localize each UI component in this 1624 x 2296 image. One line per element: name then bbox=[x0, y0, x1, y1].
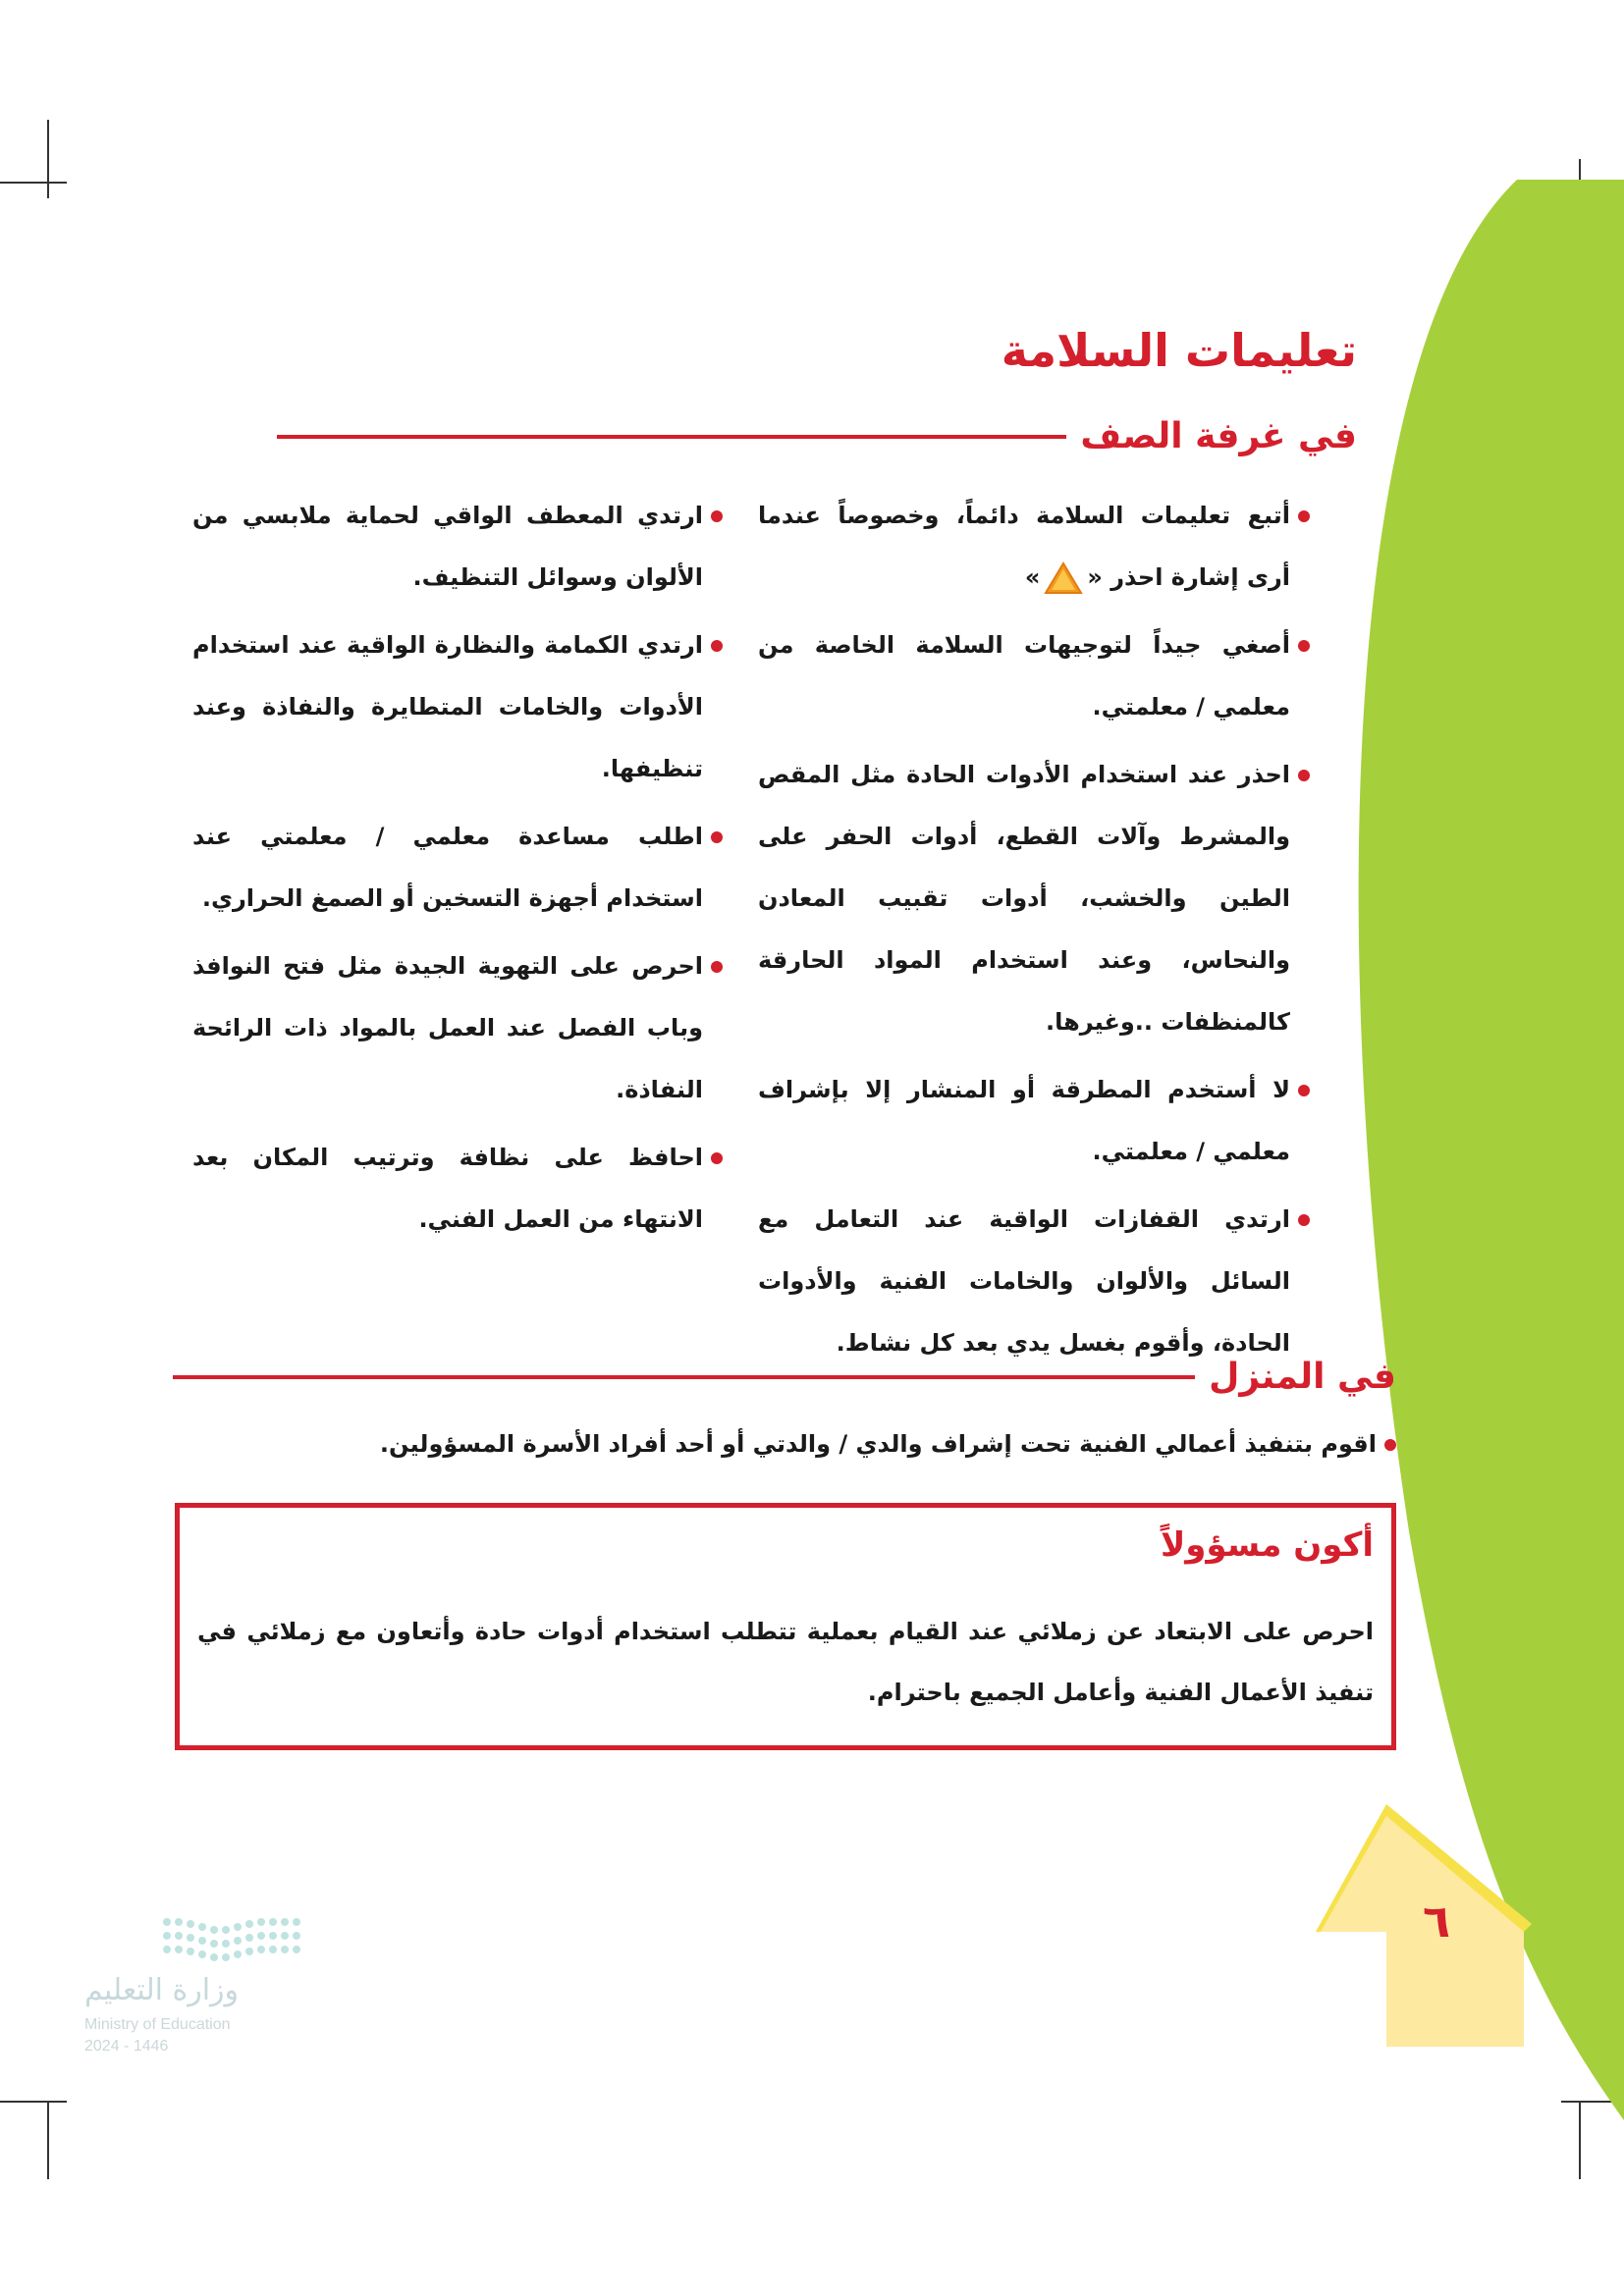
item-text: اقوم بتنفيذ أعمالي الفنية تحت إشراف والدي / والدتي أو أحد أفراد الأسرة المسؤولين. bbox=[379, 1430, 1377, 1458]
bullet-dot-icon bbox=[1298, 1214, 1310, 1226]
list-item bbox=[192, 485, 723, 609]
item-text: أتبع تعليمات السلامة دائماً، وخصوصاً عندما أرى إشارة احذر « bbox=[758, 502, 1290, 591]
bullet-dot-icon bbox=[711, 1152, 723, 1164]
item-text: اطلب مساعدة معلمي / معلمتي عند استخدام أجهزة التسخين أو الصمغ الحراري. bbox=[192, 823, 703, 912]
list-item bbox=[758, 744, 1310, 1053]
item-text: أصغي جيداً لتوجيهات السلامة الخاصة من معلمي / معلمتي. bbox=[758, 631, 1290, 721]
list-item bbox=[192, 935, 723, 1121]
bullet-dot-icon bbox=[711, 510, 723, 522]
home-list bbox=[179, 1414, 1396, 1481]
responsibility-box bbox=[175, 1503, 1396, 1750]
classroom-right-column bbox=[758, 485, 1310, 1380]
item-text-end: » bbox=[1024, 563, 1041, 591]
bullet-dot-icon bbox=[1298, 770, 1310, 781]
bullet-dot-icon bbox=[711, 640, 723, 652]
bullet-dot-icon bbox=[1298, 640, 1310, 652]
ministry-arabic-name: وزارة التعليم bbox=[84, 1973, 240, 2007]
item-text: ارتدي المعطف الواقي لحماية ملابسي من الألوان وسوائل التنظيف. bbox=[192, 502, 703, 591]
item-text: ارتدي الكمامة والنظارة الواقية عند استخدام الأدوات والخامات المتطايرة والنفاذة وعند تنظيفها. bbox=[192, 631, 703, 782]
ministry-logo-icon bbox=[84, 1757, 340, 1973]
classroom-section-heading bbox=[277, 416, 1357, 456]
list-item bbox=[192, 1127, 723, 1251]
list-item bbox=[179, 1414, 1396, 1475]
bullet-dot-icon bbox=[711, 961, 723, 973]
classroom-left-column bbox=[192, 485, 723, 1256]
item-text: احرص على التهوية الجيدة مثل فتح النوافذ وباب الفصل عند العمل بالمواد ذات الرائحة النفاذة. bbox=[192, 952, 703, 1103]
list-item bbox=[192, 806, 723, 930]
home-section-heading bbox=[173, 1357, 1396, 1397]
list-item bbox=[758, 1189, 1310, 1374]
item-text: احذر عند استخدام الأدوات الحادة مثل المقص والمشرط وآلات القطع، أدوات الحفر على الطين والخشب، أدوات تقبيب المعادن والنحاس، وعند استخدام المواد الحارقة كالمنظفات ..وغيرها. bbox=[758, 761, 1290, 1036]
page-number: ٦ bbox=[1422, 1895, 1451, 1948]
item-text: لا أستخدم المطرقة أو المنشار إلا بإشراف معلمي / معلمتي. bbox=[758, 1076, 1290, 1165]
ministry-english-name: Ministry of Education bbox=[84, 2016, 231, 2033]
bullet-dot-icon bbox=[711, 831, 723, 843]
responsibility-title: أكون مسؤولاً bbox=[1160, 1525, 1374, 1565]
ministry-logo bbox=[84, 1757, 340, 2055]
heading-rule bbox=[173, 1375, 1195, 1379]
ministry-year: 2024 - 1446 bbox=[84, 2038, 169, 2055]
list-item bbox=[758, 614, 1310, 738]
warning-triangle-icon bbox=[1044, 561, 1083, 595]
page-title: تعليمات السلامة bbox=[1001, 324, 1357, 377]
bullet-dot-icon bbox=[1298, 1085, 1310, 1096]
list-item bbox=[192, 614, 723, 800]
item-text: ارتدي القفازات الواقية عند التعامل مع السائل والألوان والخامات الفنية والأدوات الحادة، وأقوم بغسل يدي بعد كل نشاط. bbox=[758, 1205, 1290, 1357]
heading-rule bbox=[277, 435, 1066, 439]
home-heading-label: في المنزل bbox=[1209, 1357, 1396, 1397]
list-item bbox=[758, 485, 1310, 609]
classroom-heading-label: في غرفة الصف bbox=[1080, 416, 1357, 456]
bullet-dot-icon bbox=[1384, 1439, 1396, 1451]
item-text: احافظ على نظافة وترتيب المكان بعد الانتهاء من العمل الفني. bbox=[192, 1144, 703, 1233]
bullet-dot-icon bbox=[1298, 510, 1310, 522]
list-item bbox=[758, 1059, 1310, 1183]
responsibility-text: احرص على الابتعاد عن زملائي عند القيام بعملية تتطلب استخدام أدوات حادة وأتعاون مع زملائي في تنفيذ الأعمال الفنية وأعامل الجميع باحترام. bbox=[197, 1618, 1374, 1706]
